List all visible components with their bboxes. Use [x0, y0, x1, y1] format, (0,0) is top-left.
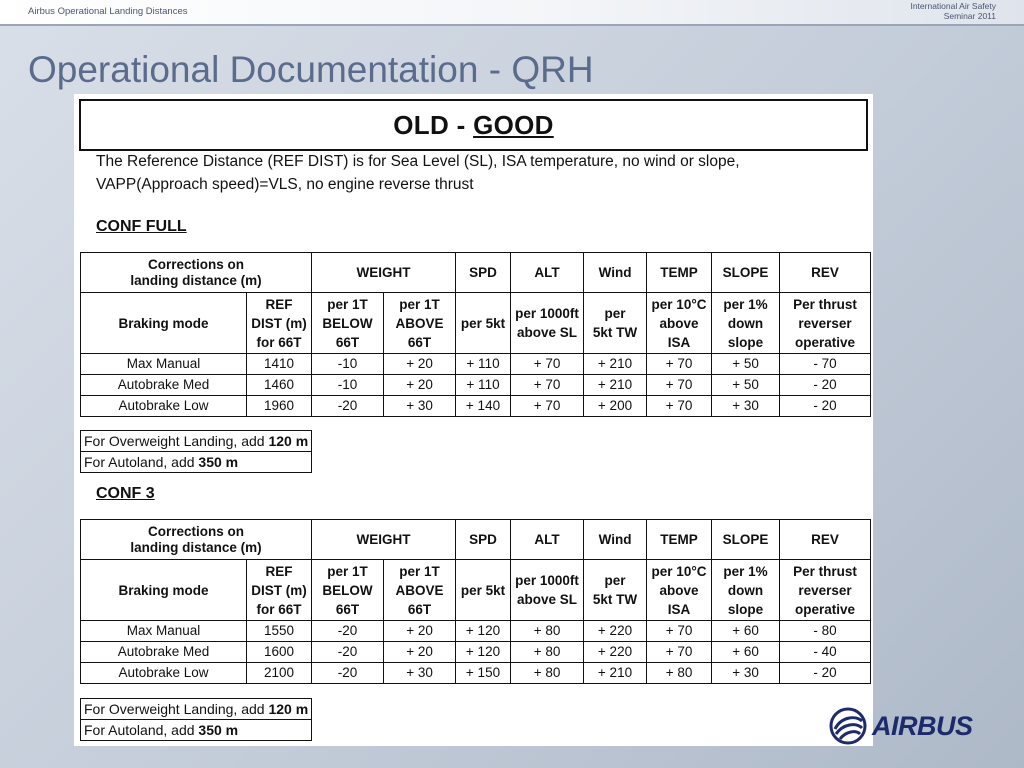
- alt-header: ALT: [511, 520, 584, 560]
- alt-sub-header-line: per 1000ft: [515, 573, 579, 588]
- cell-above: + 30: [384, 663, 456, 684]
- above-weight-header: [384, 560, 456, 621]
- rev-sub-header-line: Per thrust: [793, 296, 857, 312]
- cell-rev: - 20: [780, 663, 871, 684]
- conf-3-table: [80, 519, 871, 684]
- cell-above: + 20: [384, 621, 456, 642]
- conf-full-heading: CONF FULL: [96, 218, 187, 235]
- spd-sub-header-line: per 5kt: [460, 582, 506, 598]
- below-weight-header: [312, 293, 384, 354]
- alt-sub-header-line: per 1000ft: [515, 306, 579, 321]
- cell-slope: + 60: [712, 642, 780, 663]
- rev-header: REV: [780, 253, 871, 293]
- spd-header: SPD: [456, 253, 511, 293]
- slope-header: SLOPE: [712, 520, 780, 560]
- header-right-line1: International Air Safety: [910, 1, 996, 11]
- overweight-note-value: 120 m: [268, 433, 309, 449]
- table-row: [81, 375, 871, 396]
- slope-sub-header-line: down: [727, 315, 764, 331]
- alt-sub-header-line: above SL: [517, 325, 578, 340]
- intro-text: [96, 150, 856, 196]
- slope-sub-header-line: down: [727, 582, 764, 598]
- cell-spd: + 140: [456, 396, 511, 417]
- cell-spd: + 110: [456, 354, 511, 375]
- autoland-note-text: For Autoland, add: [84, 454, 195, 470]
- cell-alt: + 70: [511, 396, 584, 417]
- cell-ref: 1960: [247, 396, 312, 417]
- autoland-note-value: 350 m: [198, 722, 239, 738]
- overweight-note-text: For Overweight Landing, add: [84, 433, 265, 449]
- corrections-line-1: Corrections on: [148, 523, 245, 539]
- table-row: [81, 354, 871, 375]
- cell-wind: + 210: [584, 375, 647, 396]
- conf-full-table: [80, 252, 871, 417]
- temp-sub-header-line: ISA: [667, 601, 691, 617]
- ref-dist-header-line: REF: [265, 296, 293, 312]
- above-weight-header-line: per 1T: [399, 563, 440, 579]
- cell-wind: + 220: [584, 621, 647, 642]
- weight-header: WEIGHT: [312, 253, 456, 293]
- cell-below: -10: [312, 354, 384, 375]
- rev-sub-header: [780, 293, 871, 354]
- cell-below: -20: [312, 621, 384, 642]
- qrh-document: [74, 94, 873, 746]
- temp-sub-header-line: per 10°C: [651, 296, 707, 312]
- below-weight-header-line: 66T: [335, 334, 360, 350]
- ref-dist-header: [247, 293, 312, 354]
- spd-sub-header-line: per 5kt: [460, 315, 506, 331]
- cell-rev: - 20: [780, 396, 871, 417]
- temp-sub-header: [647, 293, 712, 354]
- conf-3-heading: CONF 3: [96, 485, 155, 502]
- wind-sub-header-line: per: [604, 573, 626, 588]
- slope-sub-header-line: per 1%: [723, 296, 768, 312]
- airbus-logo-text: AIRBUS: [872, 711, 973, 741]
- corrections-header-cell: [81, 253, 312, 293]
- above-weight-header-line: per 1T: [399, 296, 440, 312]
- cell-wind: + 210: [584, 354, 647, 375]
- cell-wind: + 200: [584, 396, 647, 417]
- alt-sub-header: [511, 560, 584, 621]
- cell-below: -20: [312, 396, 384, 417]
- conf-3-notes: [80, 698, 312, 741]
- wind-sub-header-line: 5kt TW: [592, 325, 638, 340]
- cell-mode: Autobrake Med: [81, 375, 247, 396]
- cell-above: + 20: [384, 354, 456, 375]
- cell-wind: + 210: [584, 663, 647, 684]
- rev-sub-header-line: operative: [795, 334, 856, 350]
- cell-alt: + 70: [511, 375, 584, 396]
- rev-sub-header-line: Per thrust: [793, 563, 857, 579]
- cell-temp: + 70: [647, 642, 712, 663]
- ref-dist-header-line: for 66T: [256, 334, 302, 350]
- below-weight-header-line: per 1T: [327, 563, 368, 579]
- table-row: [81, 396, 871, 417]
- wind-header: Wind: [584, 253, 647, 293]
- cell-ref: 2100: [247, 663, 312, 684]
- header-right-text: [910, 1, 996, 21]
- cell-temp: + 70: [647, 621, 712, 642]
- below-weight-header-line: BELOW: [322, 582, 373, 598]
- slope-sub-header-line: per 1%: [723, 563, 768, 579]
- cell-mode: Autobrake Low: [81, 663, 247, 684]
- temp-sub-header-line: ISA: [667, 334, 691, 350]
- rev-sub-header-line: reverser: [798, 582, 852, 598]
- cell-rev: - 40: [780, 642, 871, 663]
- autoland-note: [81, 720, 312, 741]
- spd-sub-header: [456, 560, 511, 621]
- ref-dist-header-line: REF: [265, 563, 293, 579]
- header-left-text: Airbus Operational Landing Distances: [28, 6, 188, 17]
- braking-mode-header: Braking mode: [81, 560, 247, 621]
- overweight-note-value: 120 m: [268, 701, 309, 717]
- ref-dist-header-line: DIST (m): [251, 315, 307, 331]
- cell-mode: Autobrake Med: [81, 642, 247, 663]
- overweight-note-text: For Overweight Landing, add: [84, 701, 265, 717]
- conf-full-notes: [80, 430, 312, 473]
- cell-spd: + 120: [456, 621, 511, 642]
- spd-header: SPD: [456, 520, 511, 560]
- cell-alt: + 70: [511, 354, 584, 375]
- cell-temp: + 80: [647, 663, 712, 684]
- rev-sub-header: [780, 560, 871, 621]
- cell-above: + 20: [384, 375, 456, 396]
- cell-slope: + 60: [712, 621, 780, 642]
- above-weight-header-line: ABOVE: [395, 315, 444, 331]
- below-weight-header: [312, 560, 384, 621]
- cell-spd: + 150: [456, 663, 511, 684]
- cell-slope: + 30: [712, 396, 780, 417]
- spd-sub-header: [456, 293, 511, 354]
- slope-sub-header-line: slope: [727, 334, 764, 350]
- below-weight-header-line: BELOW: [322, 315, 373, 331]
- intro-line-1: The Reference Distance (REF DIST) is for Sea Level (SL), ISA temperature, no wind or slope,: [96, 153, 740, 170]
- temp-sub-header-line: above: [659, 315, 699, 331]
- cell-below: -20: [312, 663, 384, 684]
- cell-rev: - 20: [780, 375, 871, 396]
- cell-below: -20: [312, 642, 384, 663]
- temp-sub-header-line: above: [659, 582, 699, 598]
- table-row: [81, 642, 871, 663]
- cell-above: + 30: [384, 396, 456, 417]
- below-weight-header-line: 66T: [335, 601, 360, 617]
- banner-good: GOOD: [473, 110, 554, 140]
- cell-below: -10: [312, 375, 384, 396]
- autoland-note-value: 350 m: [198, 454, 239, 470]
- autoland-note-text: For Autoland, add: [84, 722, 195, 738]
- cell-ref: 1600: [247, 642, 312, 663]
- cell-spd: + 120: [456, 642, 511, 663]
- slope-sub-header: [712, 293, 780, 354]
- above-weight-header-line: 66T: [407, 601, 432, 617]
- header-row-2: [81, 560, 871, 621]
- cell-alt: + 80: [511, 621, 584, 642]
- above-weight-header-line: ABOVE: [395, 582, 444, 598]
- corrections-line-2: landing distance (m): [130, 272, 262, 288]
- airbus-globe-icon: [829, 707, 867, 745]
- slope-header: SLOPE: [712, 253, 780, 293]
- ref-dist-header-line: DIST (m): [251, 582, 307, 598]
- cell-slope: + 50: [712, 375, 780, 396]
- cell-slope: + 50: [712, 354, 780, 375]
- above-weight-header-line: 66T: [407, 334, 432, 350]
- header-right-line2: Seminar 2011: [943, 11, 996, 21]
- ref-dist-header: [247, 560, 312, 621]
- cell-slope: + 30: [712, 663, 780, 684]
- cell-spd: + 110: [456, 375, 511, 396]
- cell-mode: Max Manual: [81, 354, 247, 375]
- rev-sub-header-line: operative: [795, 601, 856, 617]
- banner-old: OLD -: [393, 110, 466, 140]
- slide-title: Operational Documentation - QRH: [28, 49, 594, 90]
- wind-sub-header: [584, 293, 647, 354]
- wind-sub-header-line: per: [604, 306, 626, 321]
- alt-sub-header: [511, 293, 584, 354]
- cell-alt: + 80: [511, 642, 584, 663]
- table-row: [81, 663, 871, 684]
- cell-wind: + 220: [584, 642, 647, 663]
- weight-header: WEIGHT: [312, 520, 456, 560]
- header-bar: [0, 0, 1024, 26]
- cell-temp: + 70: [647, 375, 712, 396]
- corrections-line-1: Corrections on: [148, 256, 245, 272]
- braking-mode-header: Braking mode: [81, 293, 247, 354]
- rev-sub-header-line: reverser: [798, 315, 852, 331]
- intro-line-2: VAPP(Approach speed)=VLS, no engine reverse thrust: [96, 176, 474, 193]
- cell-rev: - 70: [780, 354, 871, 375]
- temp-sub-header-line: per 10°C: [651, 563, 707, 579]
- wind-sub-header: [584, 560, 647, 621]
- header-row-2: [81, 293, 871, 354]
- cell-mode: Autobrake Low: [81, 396, 247, 417]
- header-row-1: [81, 520, 871, 560]
- slope-sub-header-line: slope: [727, 601, 764, 617]
- banner: [79, 99, 868, 151]
- overweight-note: [81, 431, 312, 452]
- cell-temp: + 70: [647, 354, 712, 375]
- cell-ref: 1550: [247, 621, 312, 642]
- above-weight-header: [384, 293, 456, 354]
- slope-sub-header: [712, 560, 780, 621]
- temp-header: TEMP: [647, 520, 712, 560]
- header-row-1: [81, 253, 871, 293]
- temp-header: TEMP: [647, 253, 712, 293]
- cell-alt: + 80: [511, 663, 584, 684]
- cell-ref: 1410: [247, 354, 312, 375]
- cell-mode: Max Manual: [81, 621, 247, 642]
- alt-header: ALT: [511, 253, 584, 293]
- overweight-note: [81, 699, 312, 720]
- cell-above: + 20: [384, 642, 456, 663]
- table-row: [81, 621, 871, 642]
- ref-dist-header-line: for 66T: [256, 601, 302, 617]
- temp-sub-header: [647, 560, 712, 621]
- cell-temp: + 70: [647, 396, 712, 417]
- cell-ref: 1460: [247, 375, 312, 396]
- autoland-note: [81, 452, 312, 473]
- alt-sub-header-line: above SL: [517, 592, 578, 607]
- cell-rev: - 80: [780, 621, 871, 642]
- below-weight-header-line: per 1T: [327, 296, 368, 312]
- corrections-header-cell: [81, 520, 312, 560]
- corrections-line-2: landing distance (m): [130, 539, 262, 555]
- wind-header: Wind: [584, 520, 647, 560]
- wind-sub-header-line: 5kt TW: [592, 592, 638, 607]
- airbus-logo: [829, 707, 999, 747]
- rev-header: REV: [780, 520, 871, 560]
